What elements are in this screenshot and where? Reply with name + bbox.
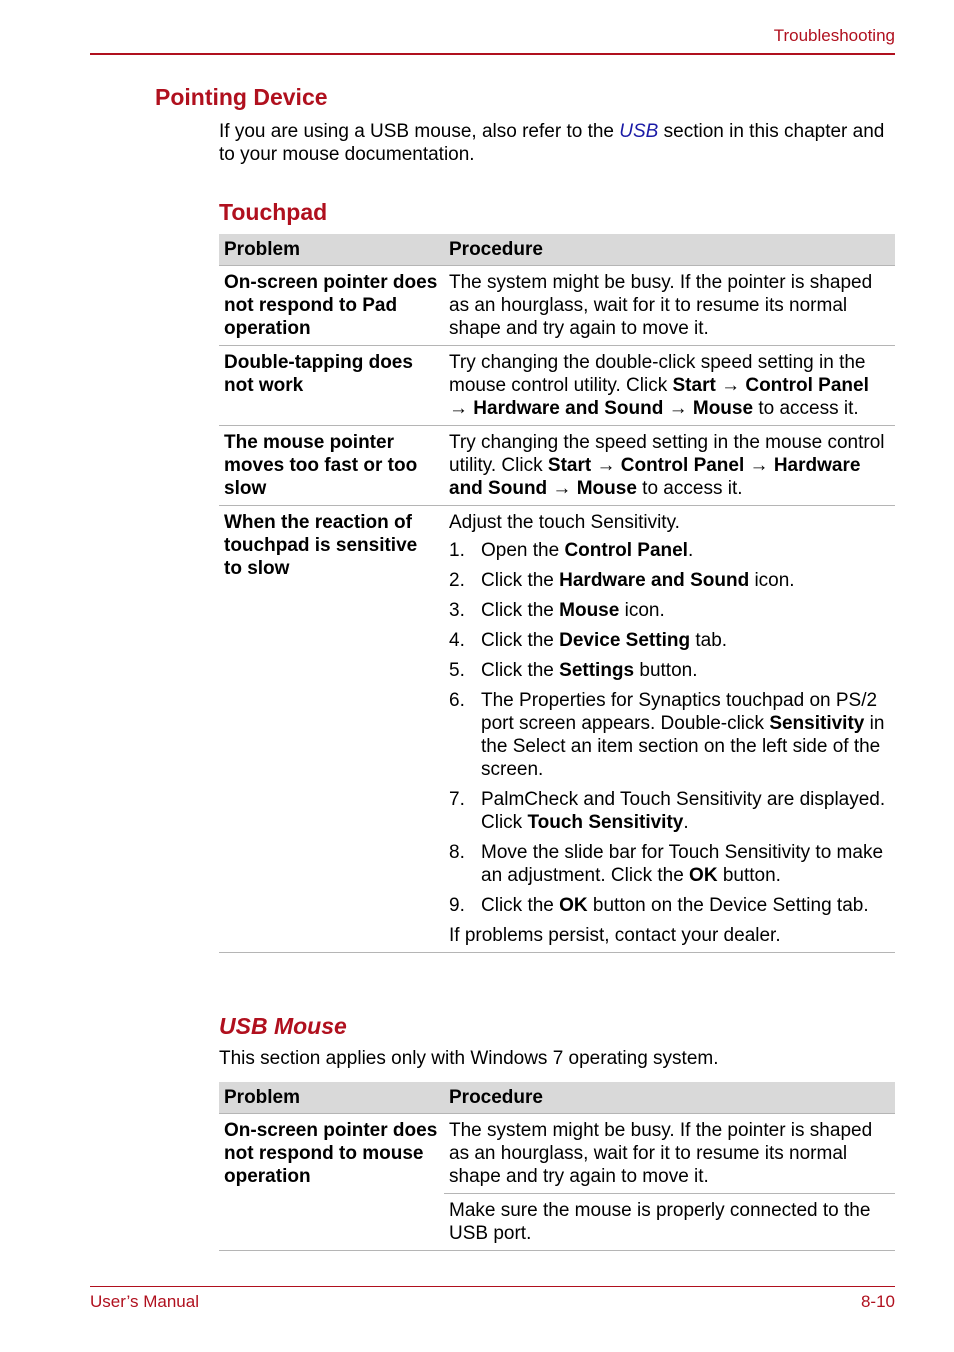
menu-control-panel: Control Panel [745, 375, 869, 396]
step-text: Click the Settings button. [481, 660, 698, 681]
column-header-problem: Problem [219, 234, 444, 266]
menu-hardware-and-sound: Hardware and Sound [449, 455, 861, 499]
step-text: Click the Hardware and Sound icon. [481, 570, 795, 591]
footer-rule [90, 1286, 895, 1287]
steps-list [449, 539, 890, 917]
menu-start: Start [547, 455, 592, 476]
step-text: Click the OK button on the Device Setting tab. [481, 895, 869, 916]
table-row [219, 506, 895, 953]
step-text: Move the slide bar for Touch Sensitivity to make an adjustment. Click the OK button. [481, 842, 884, 886]
problem-cell: Double-tapping does not work [219, 346, 444, 426]
step-number: 7. [449, 789, 465, 810]
procedure-text: Try changing the double-click speed setting in the mouse control utility. Click [449, 352, 866, 396]
table-row [219, 266, 895, 346]
menu-hardware-and-sound: Hardware and Sound [473, 398, 664, 419]
table-row [219, 1114, 895, 1194]
step-item [449, 788, 890, 834]
problem-cell: On-screen pointer does not respond to Pad operation [219, 266, 444, 346]
page-number: 8-10 [860, 1292, 895, 1311]
menu-control-panel: Control Panel [620, 455, 745, 476]
footer-manual-title: User’s Manual [90, 1292, 199, 1311]
menu-mouse: Mouse [692, 398, 754, 419]
running-header: Troubleshooting [773, 26, 895, 45]
table-header-row [219, 234, 895, 266]
step-text: The Properties for Synaptics touchpad on PS/2 port screen appears. Double-click Sensitivity in the Select an item section on the left side of the screen. [481, 690, 885, 780]
step-item [449, 689, 890, 781]
subsection-title-usb-mouse: USB Mouse [219, 1013, 347, 1039]
procedure-text: to access it. [753, 398, 859, 419]
procedure-cell [444, 506, 895, 953]
procedure-cell [444, 346, 895, 426]
step-item [449, 841, 890, 887]
table-row [219, 426, 895, 506]
procedure-text: to access it. [636, 478, 743, 499]
step-text: Open the Control Panel. [481, 540, 694, 561]
arrow-icon: → [663, 398, 693, 419]
procedure-intro: Adjust the touch Sensitivity. [449, 512, 680, 533]
step-item [449, 629, 890, 652]
column-header-problem: Problem [219, 1082, 444, 1114]
subsection-title-touchpad: Touchpad [219, 199, 328, 225]
step-text: Click the Device Setting tab. [481, 630, 728, 651]
step-number: 6. [449, 690, 465, 711]
step-number: 8. [449, 842, 465, 863]
step-item [449, 539, 890, 562]
step-item [449, 894, 890, 917]
step-number: 2. [449, 570, 465, 591]
procedure-cell: The system might be busy. If the pointer is shaped as an hourglass, wait for it to resume its normal shape and try again to move it. [444, 1114, 895, 1194]
pointing-intro [219, 120, 899, 166]
step-text: PalmCheck and Touch Sensitivity are displayed. Click Touch Sensitivity. [481, 789, 886, 833]
procedure-cell: The system might be busy. If the pointer is shaped as an hourglass, wait for it to resume its normal shape and try again to move it. [444, 266, 895, 346]
usb-link[interactable]: USB [619, 121, 659, 142]
column-header-procedure: Procedure [444, 1082, 895, 1114]
problem-cell: On-screen pointer does not respond to mouse operation [219, 1114, 444, 1251]
arrow-icon: → [744, 455, 774, 476]
section-title-pointing-device: Pointing Device [155, 84, 328, 110]
problem-cell: When the reaction of touchpad is sensitive to slow [219, 506, 444, 953]
usb-table [219, 1082, 895, 1251]
problem-cell: The mouse pointer moves too fast or too slow [219, 426, 444, 506]
touchpad-table [219, 234, 895, 953]
menu-mouse: Mouse [576, 478, 637, 499]
table-row [219, 346, 895, 426]
step-number: 4. [449, 630, 465, 651]
column-header-procedure: Procedure [444, 234, 895, 266]
intro-text: If you are using a USB mouse, also refer to the [219, 121, 620, 142]
arrow-icon: → [449, 398, 474, 419]
arrow-icon: → [547, 478, 577, 499]
header-rule [90, 53, 895, 55]
intro-text-rest: section in this chapter and to your mouse documentation. [219, 121, 885, 165]
arrow-icon: → [591, 455, 621, 476]
step-item [449, 599, 890, 622]
procedure-text: Try changing the speed setting in the mouse control utility. Click [449, 432, 885, 476]
step-item [449, 659, 890, 682]
step-number: 1. [449, 540, 465, 561]
step-text: Click the Mouse icon. [481, 600, 665, 621]
arrow-icon: → [715, 375, 746, 396]
procedure-cell: Make sure the mouse is properly connected to the USB port. [444, 1194, 895, 1251]
step-number: 9. [449, 895, 465, 916]
procedure-cell [444, 426, 895, 506]
step-item [449, 569, 890, 592]
usb-intro: This section applies only with Windows 7 operating system. [219, 1048, 719, 1069]
step-number: 3. [449, 600, 465, 621]
procedure-outro: If problems persist, contact your dealer. [449, 925, 781, 946]
table-header-row [219, 1082, 895, 1114]
menu-start: Start [672, 375, 716, 396]
step-number: 5. [449, 660, 465, 681]
